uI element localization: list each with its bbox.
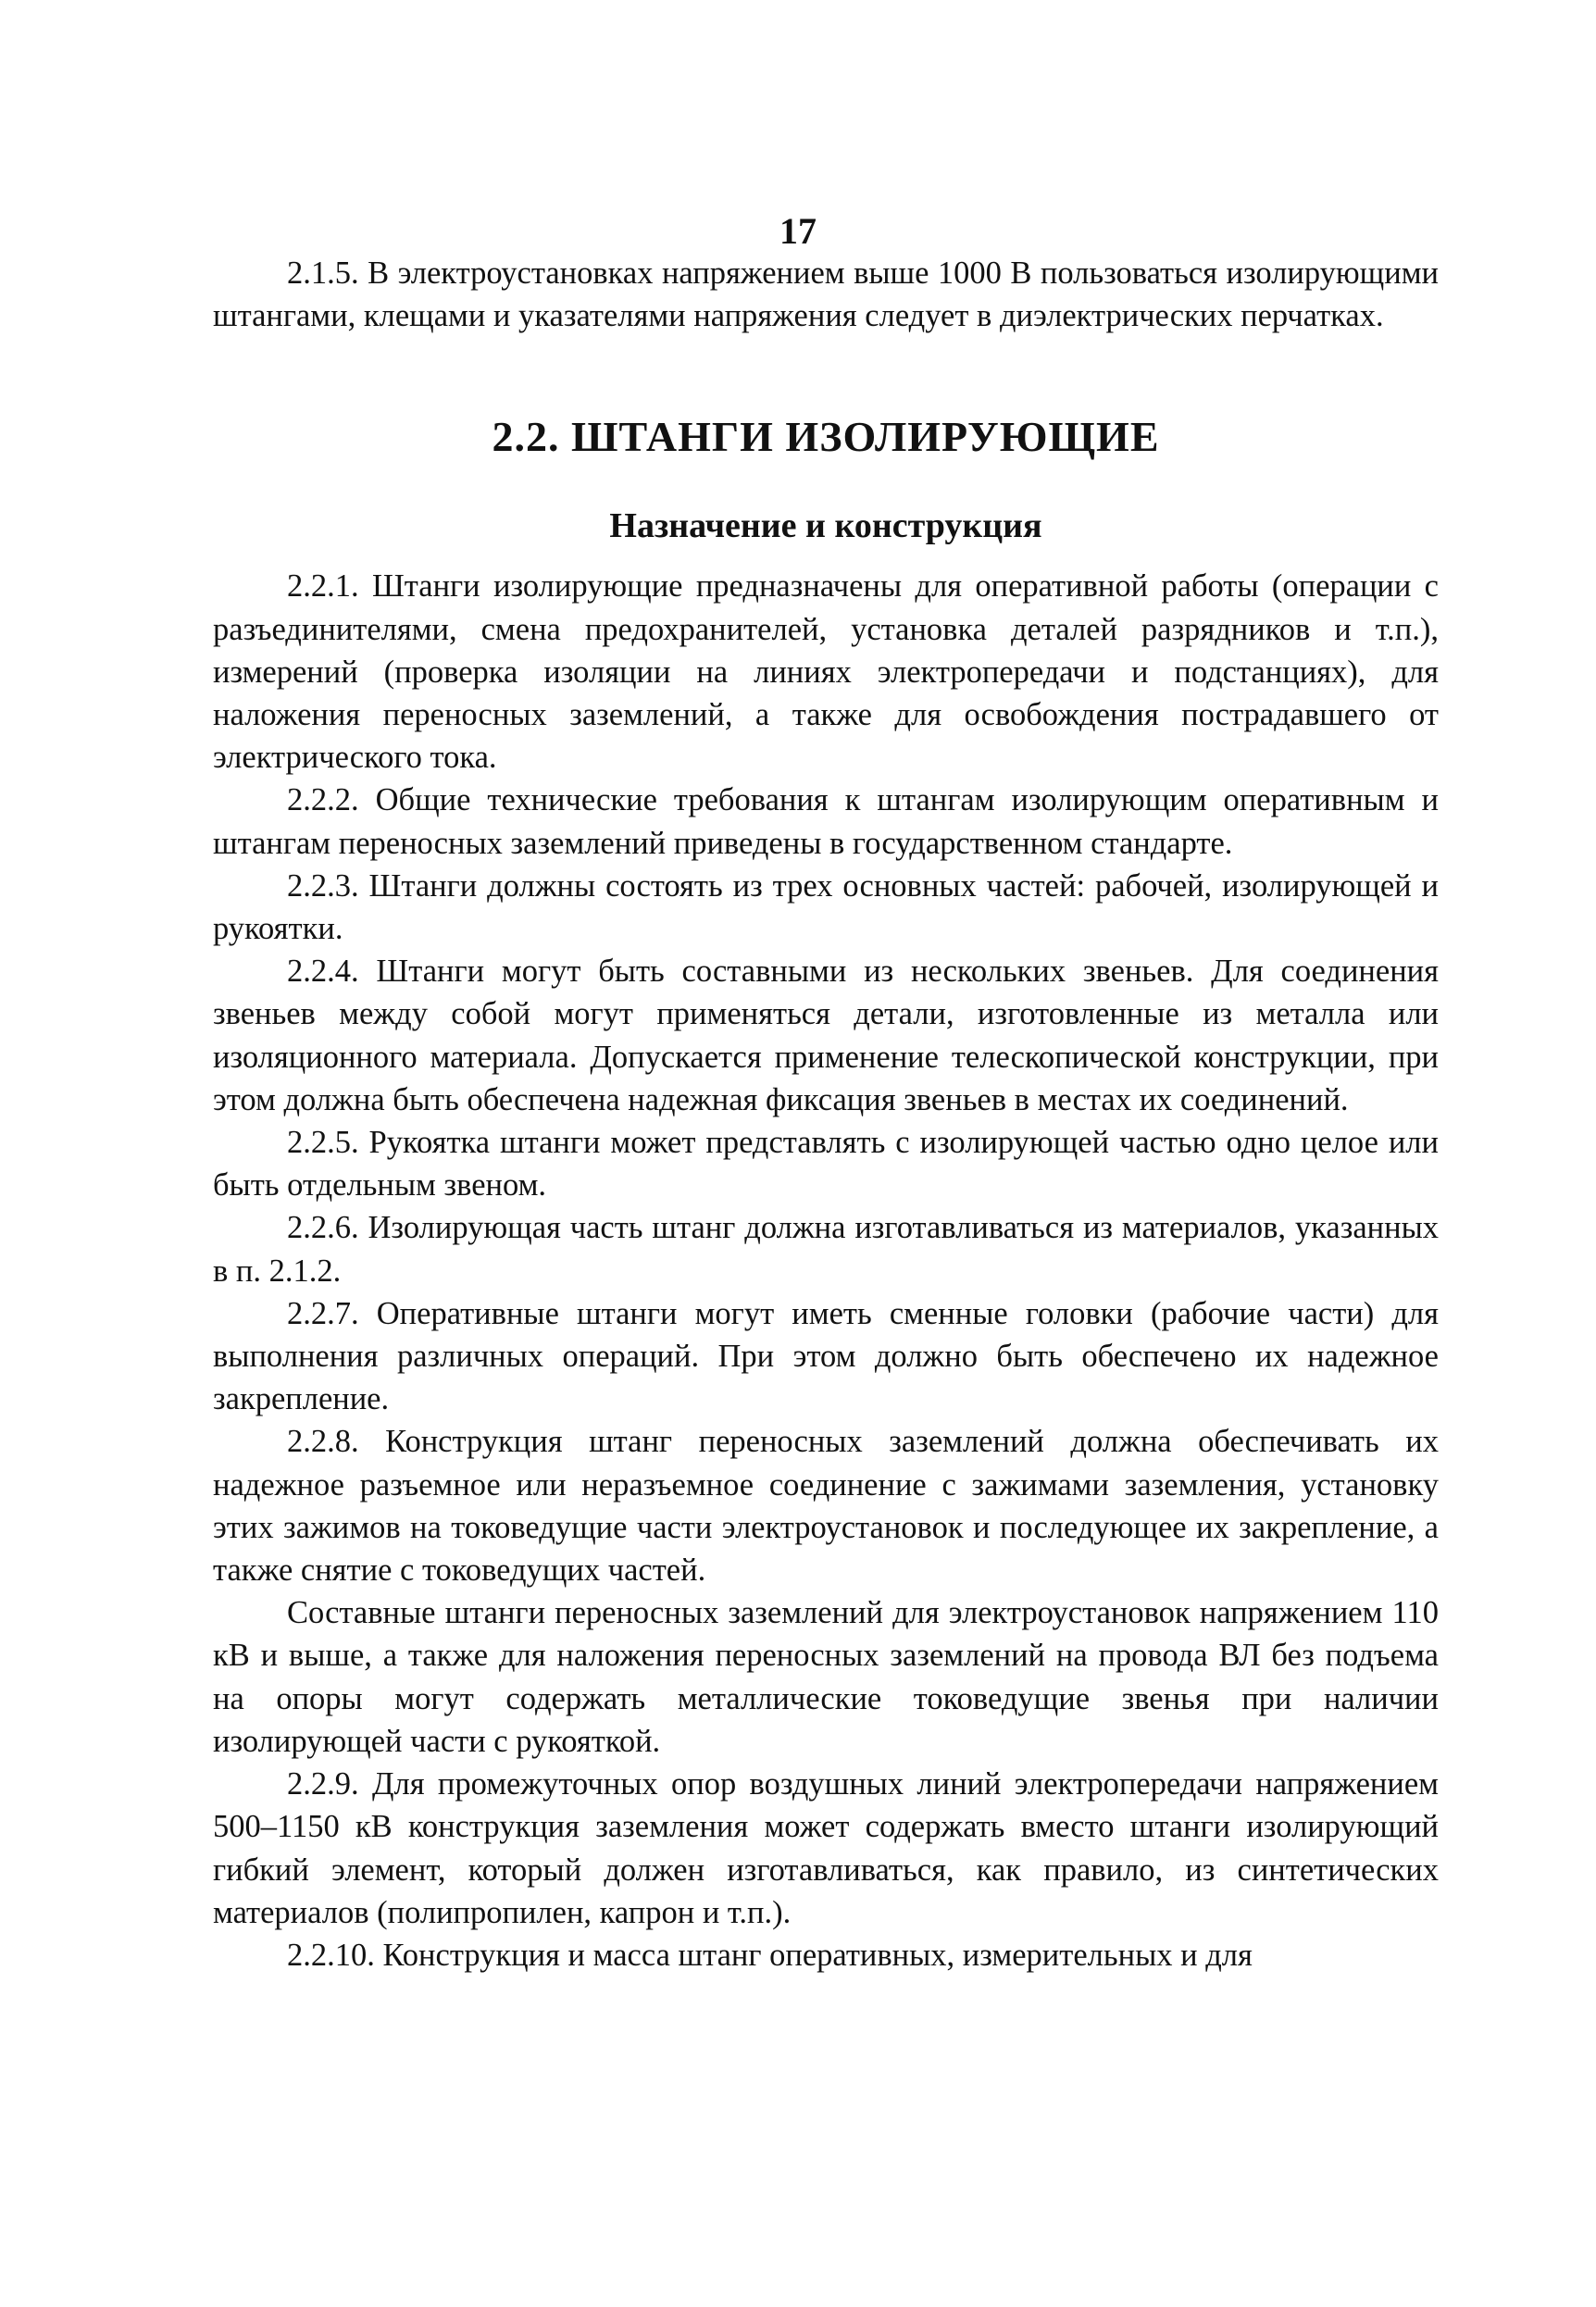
paragraph-2-1-5: 2.1.5. В электроустановках напряжением выше 1000 В пользоваться изолирующими штангами, клещами и указателями напряжения следует в диэлектрических перчатках. bbox=[213, 256, 1439, 334]
paragraph-2-2-5: 2.2.5. Рукоятка штанги может представлять с изолирующей частью одно целое или быть отдельным звеном. bbox=[213, 1125, 1439, 1203]
paragraph-2-2-6: 2.2.6. Изолирующая часть штанг должна изготавливаться из материалов, указанных в п. 2.1.2. bbox=[213, 1210, 1439, 1289]
subsection-title: Назначение и конструкция bbox=[609, 506, 1042, 546]
paragraph-2-2-9: 2.2.9. Для промежуточных опор воздушных линий электропередачи напряжением 500–1150 кВ конструкция заземления может содержать вместо штанги изолирующий гибкий элемент, который должен изготавливаться, как правило, из синтетических материалов (полипропилен, капрон и т.п.). bbox=[213, 1766, 1439, 1930]
paragraph-2-2-7: 2.2.7. Оперативные штанги могут иметь сменные головки (рабочие части) для выполнения различных операций. При этом должно быть обеспечено их надежное закрепление. bbox=[213, 1295, 1439, 1417]
paragraph-2-2-4: 2.2.4. Штанги могут быть составными из нескольких звеньев. Для соединения звеньев между собой могут применяться детали, изготовленные из металла или изоляционного материала. Допускается применение телескопической конструкции, при этом должна быть обеспечена надежная фиксация звеньев в местах их соединений. bbox=[213, 954, 1439, 1117]
paragraph-composite-rods: Составные штанги переносных заземлений для электроустановок напряжением 110 кВ и выше, а также для наложения переносных заземлений на провода ВЛ без подъема на опоры могут содержать металлические токоведущие звенья при наличии изолирующей части с рукояткой. bbox=[213, 1595, 1439, 1759]
page-number: 17 bbox=[779, 210, 817, 252]
paragraph-2-2-10: 2.2.10. Конструкция и масса штанг оперативных, измерительных и для bbox=[287, 1937, 1253, 1973]
section-title: 2.2. ШТАНГИ ИЗОЛИРУЮЩИЕ bbox=[492, 413, 1160, 461]
paragraph-2-2-2: 2.2.2. Общие технические требования к штангам изолирующим оперативным и штангам переносных заземлений приведены в государственном стандарте. bbox=[213, 782, 1439, 861]
page-content bbox=[213, 252, 1439, 1977]
paragraph-2-2-1: 2.2.1. Штанги изолирующие предназначены для оперативной работы (операции с разъединителями, смена предохранителей, установка деталей разрядников и т.п.), измерений (проверка изоляции на линиях электропередачи и подстанциях), для наложения переносных заземлений, а также для освобождения пострадавшего от электрического тока. bbox=[213, 568, 1439, 776]
paragraph-2-2-3: 2.2.3. Штанги должны состоять из трех основных частей: рабочей, изолирующей и рукоятки. bbox=[213, 867, 1439, 947]
paragraph-2-2-8: 2.2.8. Конструкция штанг переносных заземлений должна обеспечивать их надежное разъемное или неразъемное соединение с зажимами заземления, установку этих зажимов на токоведущие части электроустановок и последующее их закрепление, а также снятие с токоведущих частей. bbox=[213, 1424, 1439, 1589]
